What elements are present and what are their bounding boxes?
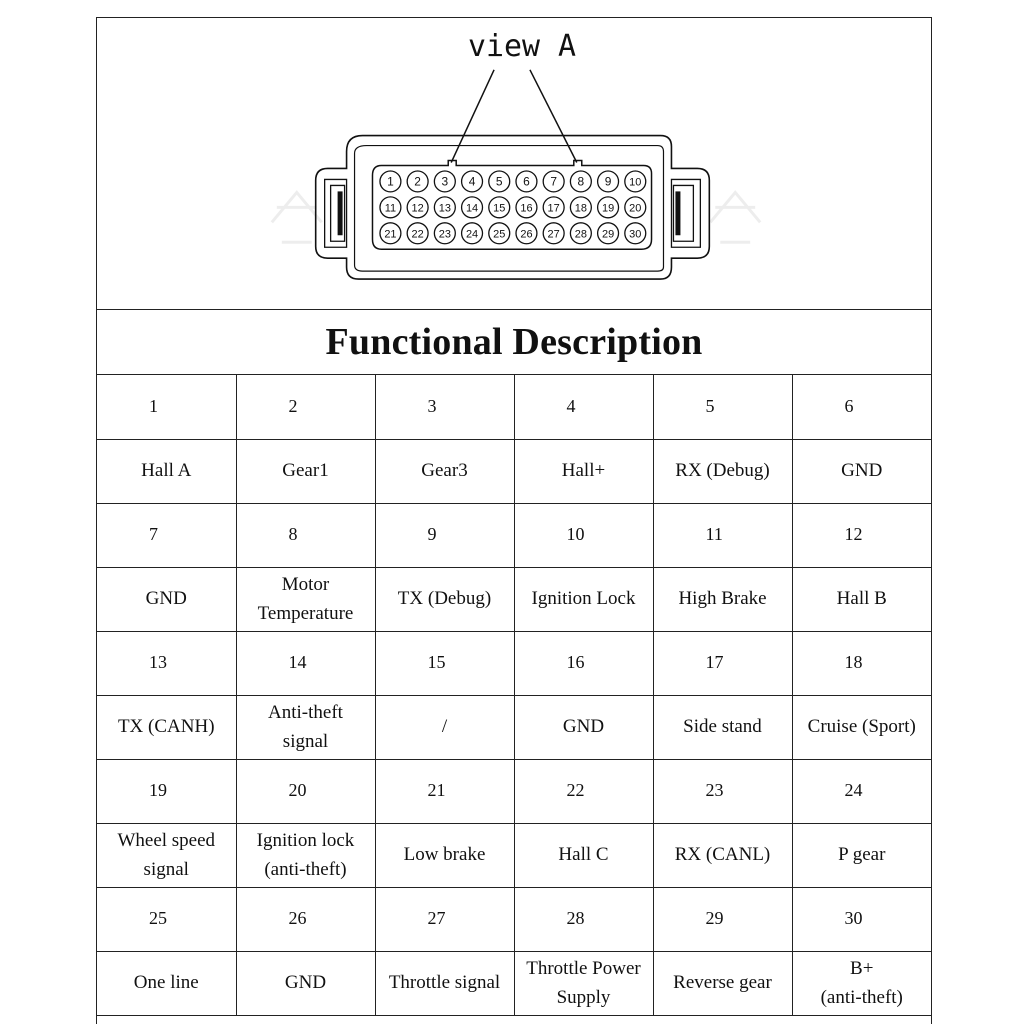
pin-number: 27 [427, 908, 446, 929]
pin-number-cell [653, 759, 792, 823]
pin-number: 8 [288, 524, 298, 545]
pin-number-label: 1 [387, 174, 394, 189]
pinout-frame [96, 17, 932, 1024]
pin-number-label: 20 [629, 202, 642, 215]
pin-number: 13 [149, 652, 167, 673]
pin-number-label: 11 [384, 202, 397, 215]
pin-function-cell [375, 439, 514, 503]
pin-number: 22 [566, 780, 585, 801]
pin-number-row [97, 759, 931, 823]
pin-number: 30 [844, 908, 863, 929]
pin-number-cell [792, 631, 931, 695]
pin-function-row [97, 695, 931, 759]
pin-number: 10 [566, 524, 585, 545]
pin-number-label: 14 [465, 202, 479, 215]
pin-number-cell [97, 887, 236, 951]
pin-number-label: 29 [601, 228, 615, 241]
pin-number-label: 3 [441, 174, 449, 189]
pin-function-row [97, 439, 931, 503]
pin-number: 11 [705, 524, 723, 545]
pin-function-cell [236, 567, 375, 631]
pin-number-cell [653, 375, 792, 439]
pin-function-label: Throttle signal [388, 972, 501, 994]
pin-number-cell [236, 631, 375, 695]
pin-number-cell [375, 887, 514, 951]
pin-number: 21 [427, 780, 446, 801]
pin-number-label: 22 [411, 228, 424, 241]
pin-number-label: 16 [520, 202, 533, 215]
pin-function-cell [792, 567, 931, 631]
pin-function-cell [236, 439, 375, 503]
pin-number-label: 19 [601, 202, 615, 215]
pin-number-label: 13 [438, 202, 451, 215]
leader-line-right [530, 70, 577, 163]
left-latch [325, 179, 347, 247]
left-latch-slot [338, 191, 343, 235]
pin-number-cell [375, 503, 514, 567]
pin-function-cell [375, 951, 514, 1015]
pin-number: 29 [705, 908, 724, 929]
pin-function-cell [236, 695, 375, 759]
page-title: Functional Description [325, 321, 703, 363]
pin-function-label: Ignition lock (anti-theft) [256, 829, 355, 880]
pin-function-label: TX (Debug) [397, 588, 492, 610]
pin-number: 28 [566, 908, 585, 929]
leader-line-left [451, 70, 494, 163]
connector-housing-outer [316, 136, 710, 280]
pin-number: 25 [149, 908, 167, 929]
pin-function-cell [375, 695, 514, 759]
pin-number: 17 [705, 652, 724, 673]
pin-function-cell [792, 951, 931, 1015]
pin-number-label: 12 [411, 202, 424, 215]
pin-function-label: Side stand [683, 716, 762, 738]
title-bar [97, 310, 931, 375]
pin-number-row [97, 503, 931, 567]
pin-function-row [97, 951, 931, 1015]
pin-function-label: Throttle Power Supply [526, 957, 641, 1008]
pin-number-cell [236, 887, 375, 951]
pin-function-label: GND [562, 716, 605, 738]
pin-function-cell [514, 823, 653, 887]
pin-function-cell [375, 823, 514, 887]
pin-number-label: 6 [523, 174, 530, 189]
pin-function-cell [97, 951, 236, 1015]
pin-function-label: TX (CANH) [117, 716, 215, 738]
pin-number-label: 5 [495, 174, 503, 189]
right-latch-slot [675, 191, 680, 235]
pin-function-label: GND [841, 460, 883, 482]
pin-function-table [97, 375, 931, 1016]
pin-number: 14 [288, 652, 307, 673]
pin-function-label: GND [145, 588, 187, 610]
pin-number-cell [514, 887, 653, 951]
pin-function-label: Ignition Lock [531, 588, 636, 610]
pin-function-label: RX (Debug) [675, 460, 770, 482]
pin-grid [380, 171, 646, 244]
pin-function-label: Cruise (Sport) [807, 716, 916, 738]
pin-number: 6 [844, 395, 854, 416]
pin-function-cell [653, 439, 792, 503]
pin-number: 4 [566, 395, 576, 416]
pin-number: 16 [566, 652, 585, 673]
pin-function-cell [236, 951, 375, 1015]
pin-function-label: Motor Temperature [257, 573, 354, 624]
pin-function-label: Hall+ [561, 460, 606, 482]
pin-function-cell [514, 567, 653, 631]
pin-number: 2 [288, 395, 298, 416]
pin-number-label: 10 [629, 176, 642, 189]
pin-function-label: Hall B [836, 588, 887, 610]
pin-number-cell [792, 375, 931, 439]
pin-number: 20 [288, 780, 307, 801]
pin-number-cell [514, 375, 653, 439]
pin-number-row [97, 887, 931, 951]
pin-function-cell [97, 695, 236, 759]
pin-number-label: 23 [438, 228, 451, 241]
pin-number-label: 2 [414, 174, 421, 189]
pin-function-label: One line [133, 972, 199, 994]
pin-number-cell [375, 759, 514, 823]
watermark-right-icon [710, 192, 760, 242]
pin-number-cell [375, 375, 514, 439]
pin-number-cell [792, 759, 931, 823]
pin-number-label: 17 [547, 202, 560, 215]
pin-function-row [97, 823, 931, 887]
pin-function-cell [514, 695, 653, 759]
pin-number: 3 [427, 395, 437, 416]
pin-number-label: 4 [468, 174, 476, 189]
pin-number: 9 [427, 524, 437, 545]
pin-function-label: / [441, 716, 448, 738]
pin-number: 24 [844, 780, 863, 801]
pin-function-cell [792, 695, 931, 759]
pin-function-cell [514, 951, 653, 1015]
pin-number-cell [97, 503, 236, 567]
pin-number-label: 28 [574, 228, 587, 241]
pin-number: 23 [705, 780, 724, 801]
watermark-left-icon [272, 192, 322, 242]
pin-function-label: Hall A [141, 460, 192, 482]
pin-function-label: Reverse gear [673, 972, 772, 994]
view-label: view A [468, 28, 576, 64]
pin-number-label: 15 [493, 202, 506, 215]
pin-number: 15 [427, 652, 446, 673]
pin-number: 12 [844, 524, 863, 545]
pin-number-row [97, 631, 931, 695]
connector-view [97, 18, 931, 310]
pin-number-cell [792, 887, 931, 951]
pin-number-cell [236, 375, 375, 439]
pin-function-label: B+ (anti-theft) [820, 957, 903, 1008]
pin-function-cell [653, 567, 792, 631]
pin-number-cell [514, 503, 653, 567]
pin-function-cell [653, 695, 792, 759]
pin-function-cell [375, 567, 514, 631]
pin-number-cell [97, 631, 236, 695]
pin-function-cell [236, 823, 375, 887]
pin-number-label: 7 [550, 174, 557, 189]
pin-number: 1 [149, 395, 158, 416]
pin-number-cell [236, 759, 375, 823]
pin-number-cell [514, 759, 653, 823]
connector-drawing [97, 18, 931, 309]
pin-number-label: 25 [493, 228, 506, 241]
pin-number-cell [653, 887, 792, 951]
pin-function-label: GND [284, 972, 327, 994]
pin-number-label: 21 [384, 228, 397, 241]
pin-number-cell [97, 759, 236, 823]
pin-function-cell [653, 951, 792, 1015]
pin-number: 19 [149, 780, 167, 801]
pin-number-cell [514, 631, 653, 695]
pin-function-label: High Brake [678, 588, 767, 610]
pin-function-cell [792, 823, 931, 887]
pin-number-label: 8 [577, 174, 585, 189]
pin-number: 7 [149, 524, 158, 545]
pin-number-cell [792, 503, 931, 567]
pin-function-cell [653, 823, 792, 887]
pin-number-cell [653, 631, 792, 695]
pin-number-label: 9 [604, 174, 612, 189]
pin-number-label: 18 [574, 202, 587, 215]
pin-function-cell [514, 439, 653, 503]
pin-number-cell [375, 631, 514, 695]
pin-function-label: Anti-theft signal [268, 701, 343, 752]
pin-function-cell [97, 823, 236, 887]
pin-number-label: 30 [629, 228, 642, 241]
pin-function-label: Gear1 [282, 460, 329, 482]
pin-number-cell [653, 503, 792, 567]
pin-function-cell [97, 567, 236, 631]
pin-number-cell [97, 375, 236, 439]
pin-function-label: Wheel speed signal [117, 829, 216, 880]
pin-function-label: Low brake [403, 844, 486, 866]
pin-number: 5 [705, 395, 715, 416]
pin-number: 18 [844, 652, 863, 673]
pin-function-cell [792, 439, 931, 503]
pin-function-label: Gear3 [421, 460, 468, 482]
pin-number-cell [236, 503, 375, 567]
pin-number-label: 24 [465, 228, 479, 241]
pin-number-label: 26 [520, 228, 533, 241]
pin-function-row [97, 567, 931, 631]
pin-function-label: P gear [838, 844, 886, 866]
pin-number: 26 [288, 908, 307, 929]
pin-number-label: 27 [547, 228, 560, 241]
pin-function-cell [97, 439, 236, 503]
pin-number-row [97, 375, 931, 439]
pin-function-label: RX (CANL) [674, 844, 771, 866]
pin-function-label: Hall C [558, 844, 609, 866]
